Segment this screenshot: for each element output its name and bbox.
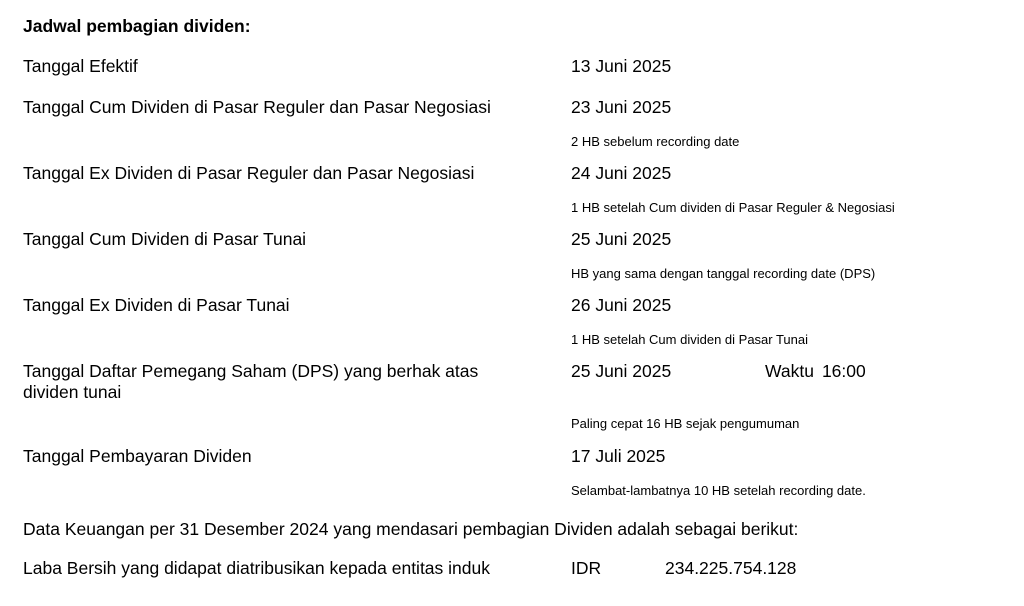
cum-dividend-cash-value: 25 Juni 2025 (571, 229, 672, 249)
dps-note: Paling cepat 16 HB sejak pengumuman (571, 416, 800, 431)
dps-time-label: Waktu (765, 361, 814, 381)
dps-value: 25 Juni 2025 (571, 361, 672, 381)
net-profit-label: Laba Bersih yang didapat diatribusikan kepada entitas induk (23, 558, 490, 578)
payment-date-label: Tanggal Pembayaran Dividen (23, 446, 252, 466)
payment-date-value: 17 Juli 2025 (571, 446, 666, 466)
dps-label: Tanggal Daftar Pemegang Saham (DPS) yang berhak atas dividen tunai (23, 361, 479, 402)
ex-dividend-cash-note: 1 HB setelah Cum dividen di Pasar Tunai (571, 332, 809, 347)
cum-dividend-regular-value: 23 Juni 2025 (571, 97, 672, 117)
ex-dividend-cash-label: Tanggal Ex Dividen di Pasar Tunai (23, 295, 290, 315)
effective-date-label: Tanggal Efektif (23, 56, 138, 76)
dps-time-value: 16:00 (821, 361, 866, 381)
net-profit-amount: 234.225.754.128 (665, 558, 797, 578)
cum-dividend-regular-label: Tanggal Cum Dividen di Pasar Reguler dan Pasar Negosiasi (23, 97, 491, 117)
net-profit-currency: IDR (571, 558, 602, 578)
financial-intro: Data Keuangan per 31 Desember 2024 yang mendasari pembagian Dividen adalah sebagai berikut: (23, 519, 799, 539)
ex-dividend-regular-note: 1 HB setelah Cum dividen di Pasar Reguler & Negosiasi (571, 200, 895, 215)
ex-dividend-cash-value: 26 Juni 2025 (571, 295, 672, 315)
cum-dividend-cash-label: Tanggal Cum Dividen di Pasar Tunai (23, 229, 307, 249)
ex-dividend-regular-label: Tanggal Ex Dividen di Pasar Reguler dan Pasar Negosiasi (23, 163, 475, 183)
cum-dividend-regular-note: 2 HB sebelum recording date (571, 134, 740, 149)
schedule-heading: Jadwal pembagian dividen: (23, 16, 251, 36)
effective-date-value: 13 Juni 2025 (571, 56, 672, 76)
cum-dividend-cash-note: HB yang sama dengan tanggal recording date (DPS) (571, 266, 876, 281)
dps-time (765, 361, 866, 382)
payment-date-note: Selambat-lambatnya 10 HB setelah recording date. (571, 483, 866, 498)
ex-dividend-regular-value: 24 Juni 2025 (571, 163, 672, 183)
